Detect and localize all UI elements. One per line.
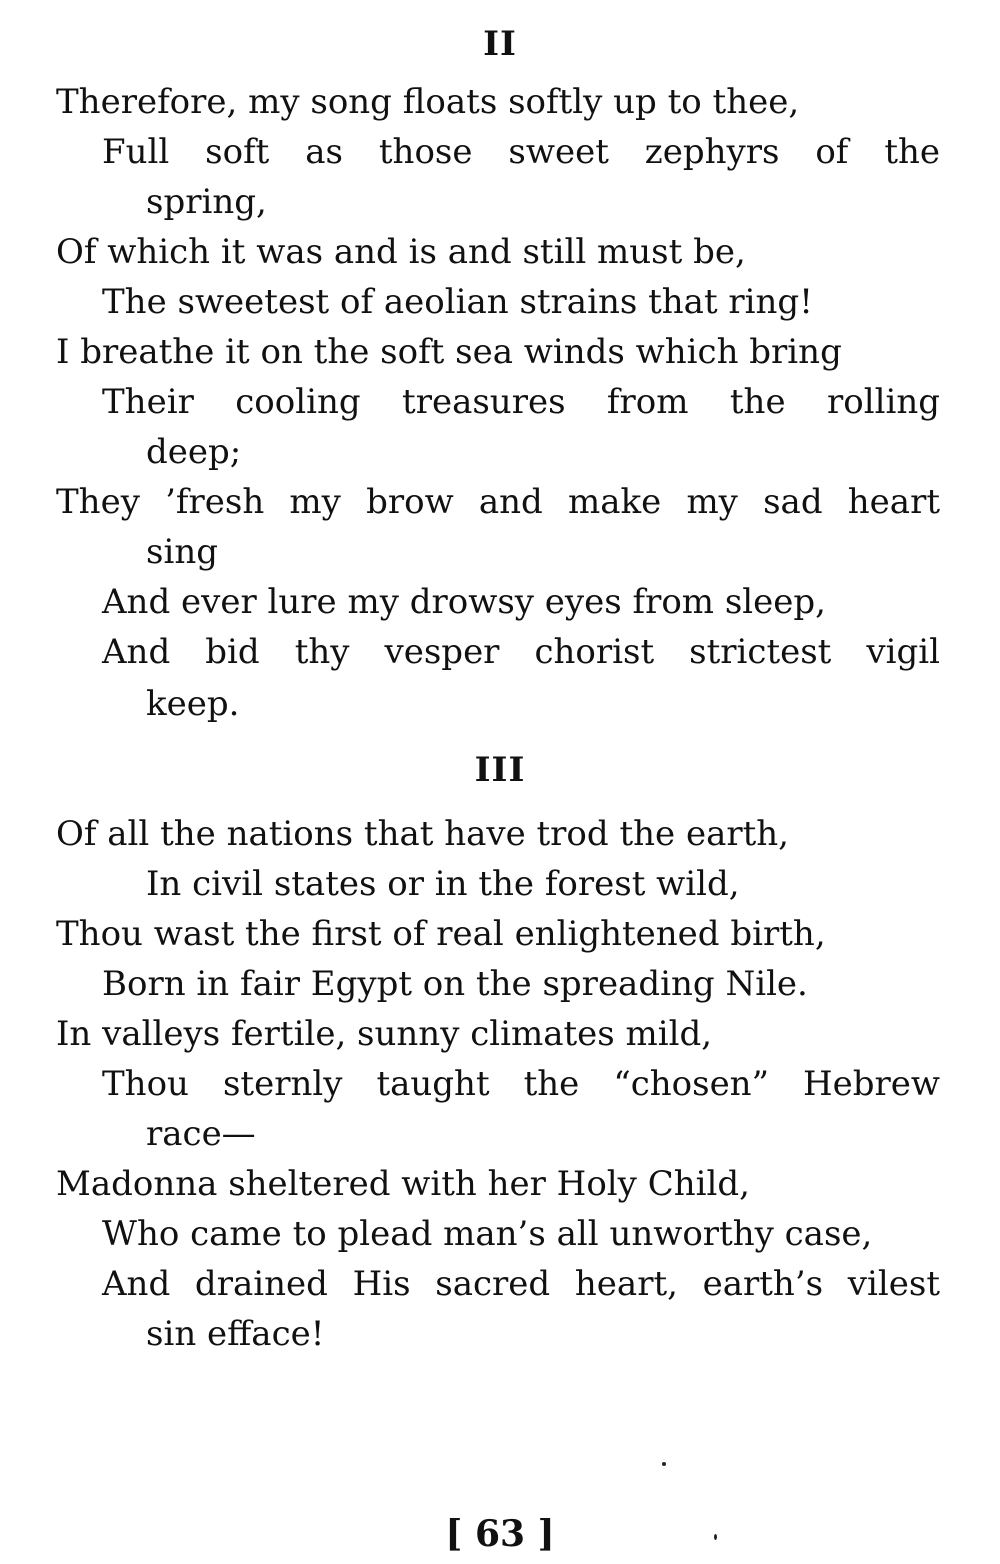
poem-line: keep. xyxy=(146,684,240,724)
poem-line: Their cooling treasures from the rolling xyxy=(102,382,940,422)
poem-line: And drained His sacred heart, earth’s vilest xyxy=(102,1264,940,1304)
stanza-heading-iii: III xyxy=(474,750,526,790)
poem-line: I breathe it on the soft sea winds which bring xyxy=(56,332,842,372)
poem-line: Of all the nations that have trod the earth, xyxy=(56,814,789,854)
poem-line: Born in fair Egypt on the spreading Nile. xyxy=(102,964,808,1004)
poem-line: Thou wast the first of real enlightened birth, xyxy=(56,914,826,954)
poem-line: Of which it was and is and still must be, xyxy=(56,232,746,272)
poem-line: In civil states or in the forest wild, xyxy=(146,864,740,904)
poem-line: The sweetest of aeolian strains that ring! xyxy=(102,282,813,322)
poem-line: deep; xyxy=(146,432,242,472)
poem-line: race— xyxy=(146,1114,256,1154)
poem-line: spring, xyxy=(146,182,267,222)
poem-line: Thou sternly taught the “chosen” Hebrew xyxy=(102,1064,940,1104)
poem-line: Full soft as those sweet zephyrs of the xyxy=(102,132,940,172)
poem-line: And ever lure my drowsy eyes from sleep, xyxy=(102,582,826,622)
stanza-heading-ii: II xyxy=(483,24,517,64)
scan-speck xyxy=(662,1462,666,1466)
poem-line: They ’fresh my brow and make my sad heart xyxy=(56,482,940,522)
poem-line: sin efface! xyxy=(146,1314,325,1354)
poem-line: sing xyxy=(146,532,218,572)
poem-line: In valleys fertile, sunny climates mild, xyxy=(56,1014,713,1054)
poem-line: Therefore, my song floats softly up to thee, xyxy=(56,82,800,122)
poem-line: Who came to plead man’s all unworthy case, xyxy=(102,1214,873,1254)
poem-line: Madonna sheltered with her Holy Child, xyxy=(56,1164,750,1204)
page-number: [ 63 ] xyxy=(445,1513,555,1555)
poem-line: And bid thy vesper chorist strictest vigil xyxy=(102,632,940,672)
